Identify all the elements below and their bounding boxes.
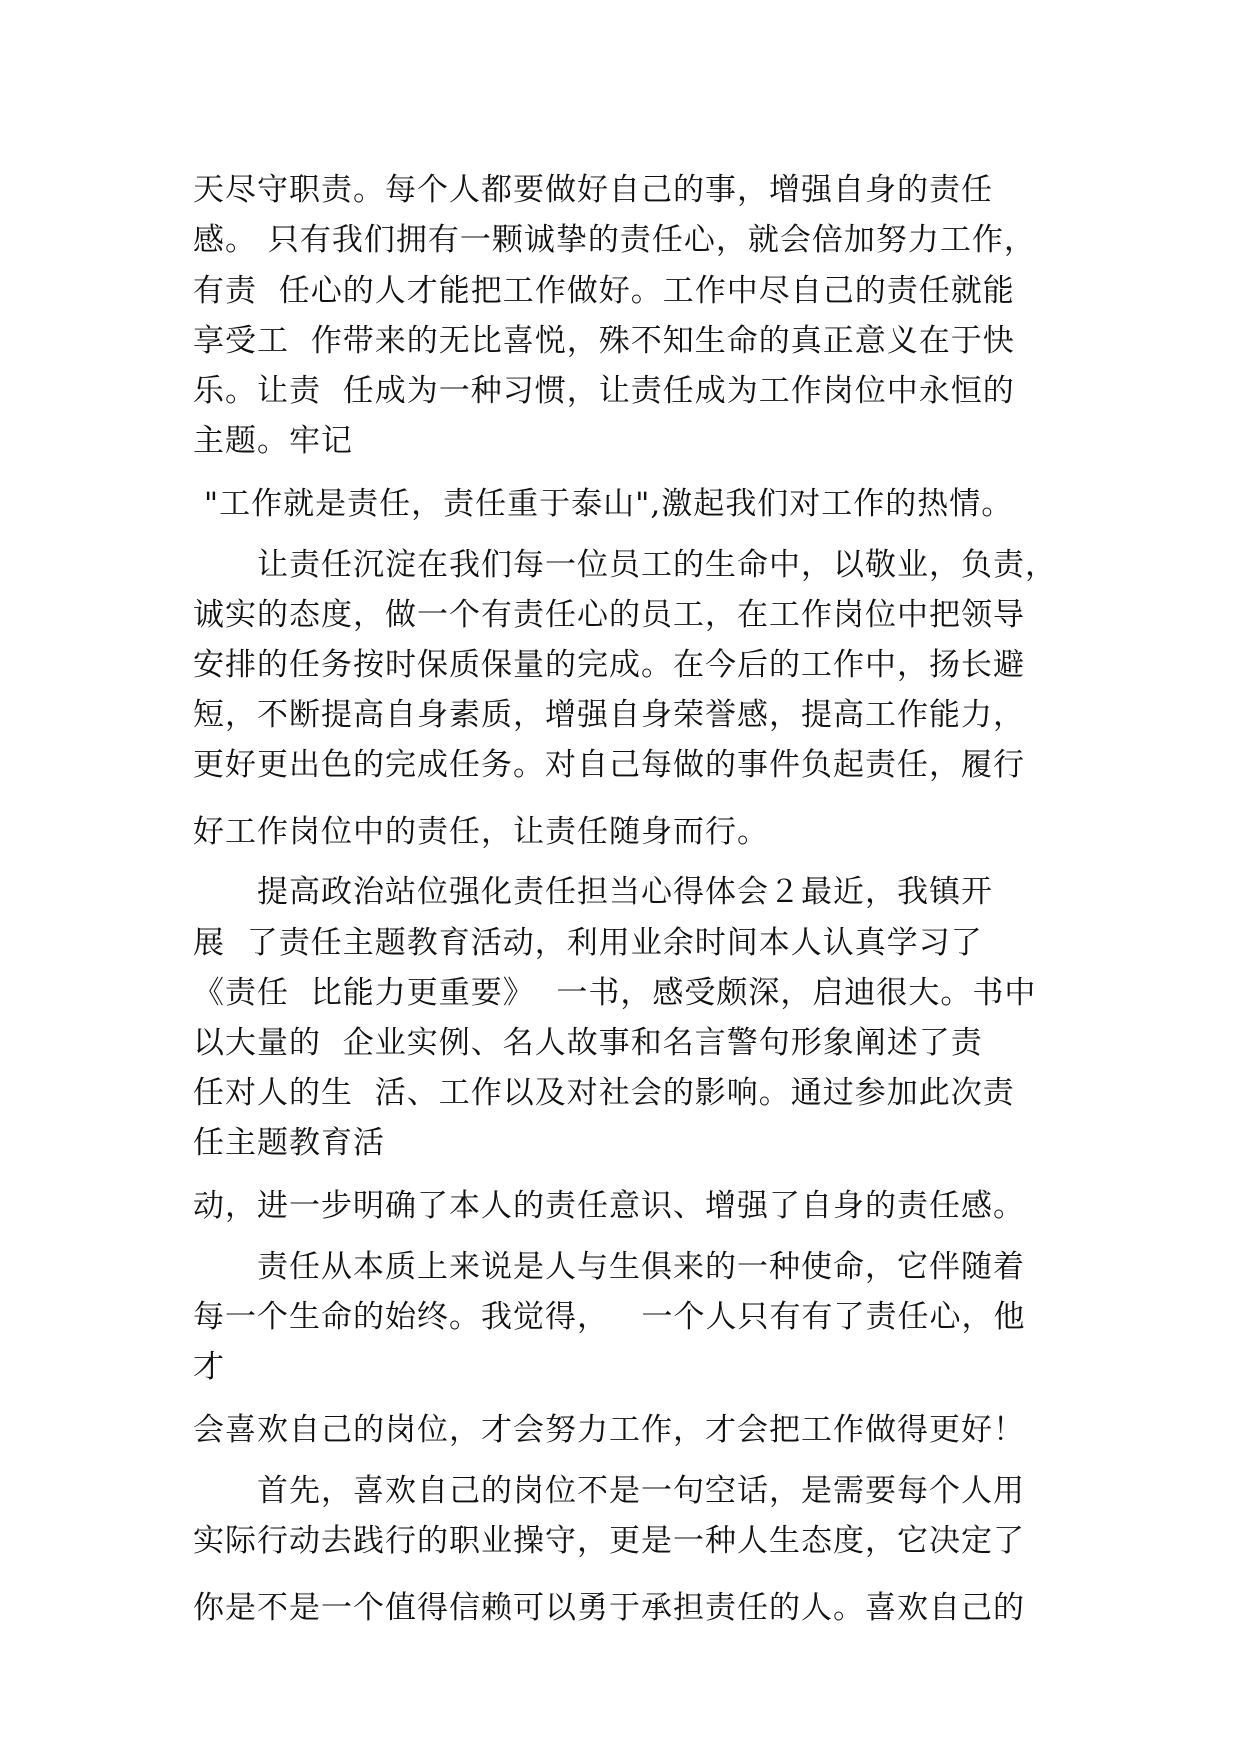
text-line: 更好更出色的完成任务。对自己每做的事件负起责任，履行 — [193, 747, 1025, 783]
text-line: 诚实的态度，做一个有责任心的员工，在工作岗位中把领导 — [193, 597, 1025, 633]
text-line: "工作就是责任，责任重于泰山",激起我们对工作的热情。 — [193, 486, 1014, 522]
text-line: 以大量的 企业实例、名人故事和名言警句形象阐述了责 — [193, 1025, 983, 1061]
text-line: 有责 任心的人才能把工作做好。工作中尽自己的责任就能 — [193, 273, 1015, 309]
text-line: 乐。让责 任成为一种习惯，让责任成为工作岗位中永恒的 — [193, 373, 1015, 409]
text-line: 享受工 作带来的无比喜悦，殊不知生命的真正意义在于快 — [193, 323, 1015, 359]
text-line: 动，进一步明确了本人的责任意识、增强了自身的责任感。 — [193, 1188, 1025, 1224]
text-line: 好工作岗位中的责任，让责任随身而行。 — [193, 814, 769, 850]
paragraph-first-line: 责任从本质上来说是人与生俱来的一种使命，它伴随着 — [257, 1249, 1025, 1285]
text-line: 感。 只有我们拥有一颗诚挚的责任心，就会倍加努力工作， — [193, 222, 1036, 258]
text-line: 天尽守职责。每个人都要做好自己的事，增强自身的责任 — [193, 172, 993, 208]
paragraph-first-line: 让责任沉淀在我们每一位员工的生命中，以敬业，负责， — [257, 547, 1057, 583]
text-line: 主题。牢记 — [193, 423, 353, 459]
text-line: 短，不断提高自身素质，增强自身荣誉感，提高工作能力， — [193, 697, 1025, 733]
paragraph-first-line: 首先，喜欢自己的岗位不是一句空话，是需要每个人用 — [257, 1473, 1025, 1509]
text-line: 《责任 比能力更重要》 一书，感受颇深，启迪很大。书中 — [193, 975, 1037, 1011]
text-line: 每一个生命的始终。我觉得， 一个人只有有了责任心，他 — [193, 1299, 1026, 1335]
text-line: 才 — [193, 1349, 225, 1385]
text-line: 安排的任务按时保质保量的完成。在今后的工作中，扬长避 — [193, 647, 1025, 683]
paragraph-first-line: 提高政治站位强化责任担当心得体会２最近，我镇开 — [257, 874, 993, 910]
text-line: 任对人的生 活、工作以及对社会的影响。通过参加此次责 — [193, 1075, 1015, 1111]
text-line: 展 了责任主题教育活动，利用业余时间本人认真学习了 — [193, 925, 983, 961]
text-line: 你是不是一个值得信赖可以勇于承担责任的人。喜欢自己的 — [193, 1590, 1025, 1626]
text-line: 任主题教育活 — [193, 1125, 385, 1161]
text-line: 实际行动去践行的职业操守，更是一种人生态度，它决定了 — [193, 1523, 1025, 1559]
text-line: 会喜欢自己的岗位，才会努力工作，才会把工作做得更好！ — [193, 1412, 1025, 1448]
